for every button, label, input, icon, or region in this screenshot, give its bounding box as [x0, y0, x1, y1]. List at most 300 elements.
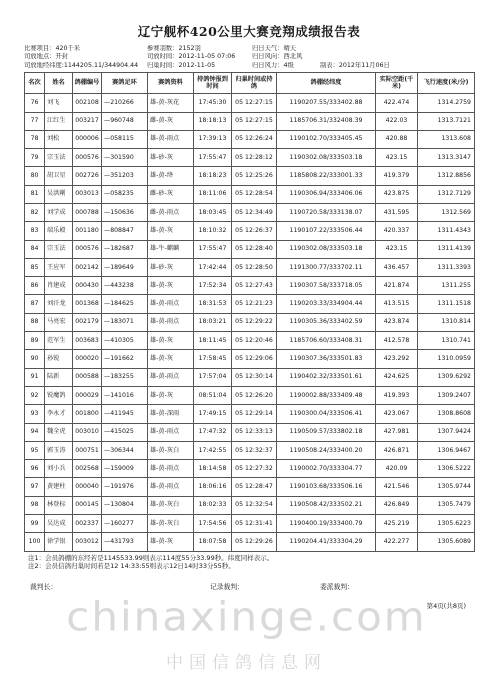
table-row — [25, 332, 475, 350]
cell-distance: 423.874 — [376, 313, 418, 331]
cell-speed: 1310.741 — [418, 332, 475, 350]
cell-loft-coords: 1190720.58/333138.07 — [277, 204, 376, 222]
cell-speed: 1306.5222 — [418, 460, 475, 478]
cell-loft-coords: 1190207.55/333402.88 — [277, 94, 376, 112]
header-return-time: 归巢时间或持鸽 — [232, 73, 277, 94]
cell-return-time: 05 12:29:06 — [232, 350, 277, 368]
page-number: 第4页(共8页) — [426, 601, 466, 610]
cell-rank: 98 — [25, 496, 45, 514]
cell-loft-id: 003010 — [73, 423, 102, 441]
cell-ring: —411945 — [102, 405, 148, 423]
cell-name: 刘汗龙 — [45, 295, 73, 313]
cell-loft-id: 002108 — [73, 94, 102, 112]
cell-pigeon-info: 雄-黄-雨点 — [148, 295, 194, 313]
cell-speed: 1311.1518 — [418, 295, 475, 313]
cell-loft-coords: 1190402.32/333501.61 — [277, 368, 376, 386]
table-row — [25, 515, 475, 533]
cell-return-time: 05 12:26:24 — [232, 130, 277, 148]
table-row — [25, 149, 475, 167]
cell-distance: 421.874 — [376, 277, 418, 295]
cell-rank: 93 — [25, 405, 45, 423]
cell-loft-id: 001180 — [73, 222, 102, 240]
cell-pigeon-info: 雄-黄-绛 — [148, 167, 194, 185]
cell-name: 陆新 — [45, 368, 73, 386]
cell-ring: —960748 — [102, 112, 148, 130]
meta-return-date: 归巢时间：2012-11-05 — [147, 61, 216, 69]
cell-ring: —184625 — [102, 295, 148, 313]
header-pigeon-info: 赛鸽资料 — [148, 73, 194, 94]
report-meta — [24, 45, 474, 70]
cell-clock-time: 17:57:04 — [194, 368, 232, 386]
table-row — [25, 167, 475, 185]
header-distance: 实际空距(千米) — [376, 73, 418, 94]
cell-return-time: 05 12:32:54 — [232, 496, 277, 514]
cell-clock-time: 17:58:45 — [194, 350, 232, 368]
meta-weather: 归日天气：晴天 — [252, 45, 297, 52]
cell-loft-id: 003217 — [73, 112, 102, 130]
cell-loft-id: 000145 — [73, 496, 102, 514]
meta-item: 比赛项目：420千米 — [24, 45, 81, 52]
table-row — [25, 423, 475, 441]
cell-distance: 423.292 — [376, 350, 418, 368]
cell-loft-id: 000751 — [73, 441, 102, 459]
table-row — [25, 222, 475, 240]
cell-loft-coords: 1190508.42/333502.21 — [277, 496, 376, 514]
cell-distance: 413.515 — [376, 295, 418, 313]
cell-name: 孙锐 — [45, 350, 73, 368]
header-rank: 名次 — [25, 73, 45, 94]
cell-loft-id: 002726 — [73, 167, 102, 185]
cell-clock-time: 18:18:13 — [194, 112, 232, 130]
cell-loft-coords: 1190307.58/333718.05 — [277, 277, 376, 295]
cell-clock-time: 18:06:16 — [194, 478, 232, 496]
cell-clock-time: 17:52:34 — [194, 277, 232, 295]
cell-ring: —160277 — [102, 515, 148, 533]
cell-loft-id: 000040 — [73, 478, 102, 496]
table-row — [25, 295, 475, 313]
cell-clock-time: 18:03:45 — [194, 204, 232, 222]
cell-speed: 1310.814 — [418, 313, 475, 331]
cell-speed: 1311.4139 — [418, 240, 475, 258]
cell-loft-coords: 1185808.22/333001.33 — [277, 167, 376, 185]
cell-ring: —410305 — [102, 332, 148, 350]
cell-name: 刘飞 — [45, 94, 73, 112]
cell-rank: 97 — [25, 478, 45, 496]
cell-clock-time: 17:42:44 — [194, 258, 232, 276]
cell-ring: —182687 — [102, 240, 148, 258]
cell-name: 林登标 — [45, 496, 73, 514]
cell-loft-id: 000788 — [73, 204, 102, 222]
table-row — [25, 130, 475, 148]
cell-clock-time: 17:49:15 — [194, 405, 232, 423]
cell-pigeon-info: 雄-黄-雨点 — [148, 423, 194, 441]
cell-return-time: 05 12:31:41 — [232, 515, 277, 533]
cell-clock-time: 17:55:47 — [194, 149, 232, 167]
cell-clock-time: 17:47:32 — [194, 423, 232, 441]
cell-ring: —191662 — [102, 350, 148, 368]
cell-speed: 1305.6223 — [418, 515, 475, 533]
cell-rank: 86 — [25, 277, 45, 295]
cell-speed: 1307.9424 — [418, 423, 475, 441]
cell-distance: 425.219 — [376, 515, 418, 533]
cell-return-time: 05 12:27:15 — [232, 112, 277, 130]
cell-rank: 81 — [25, 185, 45, 203]
cell-loft-id: 000576 — [73, 240, 102, 258]
cell-rank: 82 — [25, 204, 45, 222]
cell-pigeon-info: 雄-黄-灰白 — [148, 441, 194, 459]
cell-loft-coords: 1190204.41/333304.29 — [277, 533, 376, 551]
cell-ring: —189649 — [102, 258, 148, 276]
table-row — [25, 350, 475, 368]
cell-name: 胡卫星 — [45, 167, 73, 185]
cell-rank: 88 — [25, 313, 45, 331]
cell-ring: —415025 — [102, 423, 148, 441]
cell-speed: 1309.2407 — [418, 386, 475, 404]
cell-return-time: 05 12:28:50 — [232, 258, 277, 276]
cell-distance: 420.337 — [376, 222, 418, 240]
cell-speed: 1308.8608 — [418, 405, 475, 423]
table-row — [25, 533, 475, 551]
cell-loft-coords: 1190102.70/333405.45 — [277, 130, 376, 148]
committee-label: 委派裁判： — [320, 582, 354, 591]
cell-pigeon-info: 雄-黄-雨点 — [148, 478, 194, 496]
cell-distance: 422.03 — [376, 112, 418, 130]
cell-ring: —808847 — [102, 222, 148, 240]
cell-loft-id: 001368 — [73, 295, 102, 313]
header-name: 姓名 — [45, 73, 73, 94]
cell-ring: —058235 — [102, 185, 148, 203]
cell-distance: 423.067 — [376, 405, 418, 423]
cell-loft-coords: 1191300.77/333702.11 — [277, 258, 376, 276]
cell-loft-coords: 1190103.68/333506.16 — [277, 478, 376, 496]
cell-pigeon-info: 雄-黄-灰白 — [148, 496, 194, 514]
meta-made: 制表：2012年11月06日 — [320, 61, 390, 69]
cell-return-time: 05 12:20:46 — [232, 332, 277, 350]
cell-pigeon-info: 雄-黄-灰花 — [148, 94, 194, 112]
table-row — [25, 460, 475, 478]
table-row — [25, 258, 475, 276]
cell-rank: 94 — [25, 423, 45, 441]
cell-pigeon-info: 雄-黄-灰 — [148, 277, 194, 295]
cell-name: 刘松 — [45, 130, 73, 148]
cell-pigeon-info: 雄-黄-灰 — [148, 533, 194, 551]
cell-return-time: 05 12:28:12 — [232, 149, 277, 167]
meta-release-place: 司放地点：开封 — [24, 53, 69, 61]
cell-distance: 436.457 — [376, 258, 418, 276]
header-ring: 赛鸽足环 — [102, 73, 148, 94]
cell-name: 吴达成 — [45, 515, 73, 533]
cell-loft-id: 002179 — [73, 313, 102, 331]
cell-speed: 1312.8856 — [418, 167, 475, 185]
cell-speed: 1313.608 — [418, 130, 475, 148]
cell-name: 徐学银 — [45, 533, 73, 551]
cell-loft-id: 000006 — [73, 130, 102, 148]
cell-clock-time: 18:02:33 — [194, 496, 232, 514]
cell-name: 李永才 — [45, 405, 73, 423]
meta-row-3 — [24, 62, 474, 70]
cell-return-time: 05 12:28:54 — [232, 185, 277, 203]
cell-return-time: 05 12:26:20 — [232, 386, 277, 404]
cell-distance: 422.474 — [376, 94, 418, 112]
cell-ring: —443238 — [102, 277, 148, 295]
cell-name: 王应军 — [45, 258, 73, 276]
table-row — [25, 240, 475, 258]
report-sheet — [24, 22, 474, 610]
cell-loft-id: 001800 — [73, 405, 102, 423]
cell-return-time: 05 12:32:37 — [232, 441, 277, 459]
cell-return-time: 05 12:25:26 — [232, 167, 277, 185]
cell-speed: 1311.255 — [418, 277, 475, 295]
cell-clock-time: 17:42:55 — [194, 441, 232, 459]
cell-pigeon-info: 雄-黄-灰 — [148, 222, 194, 240]
note-2: 注2：会员信鸽归巢时间若是12 14:33:55则表示12日14时33分55秒。 — [28, 562, 235, 571]
cell-clock-time: 18:07:58 — [194, 533, 232, 551]
cell-loft-coords: 1185706.31/332408.39 — [277, 112, 376, 130]
cell-pigeon-info: 雄-牛-麒麟 — [148, 240, 194, 258]
cell-pigeon-info: 雌-砂-灰 — [148, 185, 194, 203]
cell-pigeon-info: 雄-黄-雨点 — [148, 130, 194, 148]
cell-clock-time: 08:51:04 — [194, 386, 232, 404]
recorder-label: 记录裁判： — [210, 582, 244, 591]
table-row — [25, 405, 475, 423]
cell-loft-id: 002568 — [73, 460, 102, 478]
cell-clock-time: 18:11:06 — [194, 185, 232, 203]
cell-loft-coords: 1190302.08/333503.18 — [277, 149, 376, 167]
table-row — [25, 441, 475, 459]
cell-loft-coords: 1190203.33/334904.44 — [277, 295, 376, 313]
cell-rank: 83 — [25, 222, 45, 240]
cell-ring: —431793 — [102, 533, 148, 551]
table-row — [25, 204, 475, 222]
cell-return-time: 05 12:29:26 — [232, 533, 277, 551]
cell-loft-id: 000029 — [73, 386, 102, 404]
cell-pigeon-info: 雌-黄-灰 — [148, 112, 194, 130]
results-table — [24, 72, 475, 551]
cell-ring: —159009 — [102, 460, 148, 478]
cell-ring: —058115 — [102, 130, 148, 148]
table-row — [25, 112, 475, 130]
cell-rank: 77 — [25, 112, 45, 130]
cell-name: 魏全虎 — [45, 423, 73, 441]
cell-name: 肖建成 — [45, 277, 73, 295]
cell-rank: 84 — [25, 240, 45, 258]
meta-row-2 — [24, 53, 474, 61]
cell-loft-id: 003013 — [73, 185, 102, 203]
meta-row-1 — [24, 45, 474, 53]
table-row — [25, 496, 475, 514]
cell-distance: 423.15 — [376, 240, 418, 258]
cell-return-time: 05 12:30:14 — [232, 368, 277, 386]
cell-speed: 1314.2759 — [418, 94, 475, 112]
cell-speed: 1305.7479 — [418, 496, 475, 514]
cell-rank: 87 — [25, 295, 45, 313]
cell-return-time: 05 12:27:15 — [232, 94, 277, 112]
cell-distance: 423.875 — [376, 185, 418, 203]
cell-ring: —210266 — [102, 94, 148, 112]
cell-loft-id: 000430 — [73, 277, 102, 295]
watermark-site-name: 中国信鸽信息网 — [166, 653, 327, 673]
cell-ring: —183255 — [102, 368, 148, 386]
cell-rank: 92 — [25, 386, 45, 404]
cell-return-time: 05 12:21:23 — [232, 295, 277, 313]
cell-ring: —130804 — [102, 496, 148, 514]
cell-ring: —301590 — [102, 149, 148, 167]
cell-loft-id: 002337 — [73, 515, 102, 533]
cell-speed: 1311.4343 — [418, 222, 475, 240]
cell-loft-coords: 1190306.94/333406.06 — [277, 185, 376, 203]
cell-loft-coords: 1190508.24/333400.20 — [277, 441, 376, 459]
cell-rank: 79 — [25, 149, 45, 167]
cell-distance: 421.546 — [376, 478, 418, 496]
cell-ring: —351203 — [102, 167, 148, 185]
cell-clock-time: 18:31:53 — [194, 295, 232, 313]
cell-rank: 95 — [25, 441, 45, 459]
cell-loft-id: 002142 — [73, 258, 102, 276]
cell-speed: 1313.3147 — [418, 149, 475, 167]
cell-clock-time: 17:45:30 — [194, 94, 232, 112]
cell-loft-coords: 1190307.36/333501.83 — [277, 350, 376, 368]
cell-loft-coords: 1190002.88/333409.48 — [277, 386, 376, 404]
cell-ring: —183071 — [102, 313, 148, 331]
cell-distance: 420.09 — [376, 460, 418, 478]
cell-name: 马亮宏 — [45, 313, 73, 331]
cell-pigeon-info: 雄-砂-灰 — [148, 258, 194, 276]
cell-ring: —141016 — [102, 386, 148, 404]
table-row — [25, 386, 475, 404]
meta-coords: 司放地经纬度:1144205.11/344904.44 — [24, 61, 139, 69]
cell-distance: 420.88 — [376, 130, 418, 148]
cell-pigeon-info: 雄-黄-灰 — [148, 386, 194, 404]
cell-ring: —191976 — [102, 478, 148, 496]
cell-loft-coords: 1185706.60/333408.31 — [277, 332, 376, 350]
cell-name: 吴洪剛 — [45, 185, 73, 203]
cell-speed: 1310.0959 — [418, 350, 475, 368]
cell-rank: 78 — [25, 130, 45, 148]
cell-rank: 100 — [25, 533, 45, 551]
cell-ring: —150636 — [102, 204, 148, 222]
cell-name: 宗玉法 — [45, 240, 73, 258]
cell-loft-coords: 1190305.36/333402.59 — [277, 313, 376, 331]
cell-distance: 423.15 — [376, 149, 418, 167]
meta-count: 参赛羽数：2152羽 — [147, 45, 201, 52]
referee-label: 裁判长： — [30, 582, 58, 591]
cell-name: 刘小兵 — [45, 460, 73, 478]
cell-loft-id: 003012 — [73, 533, 102, 551]
cell-return-time: 05 12:27:43 — [232, 277, 277, 295]
cell-distance: 426.849 — [376, 496, 418, 514]
cell-clock-time: 17:54:56 — [194, 515, 232, 533]
cell-speed: 1305.9744 — [418, 478, 475, 496]
cell-distance: 431.595 — [376, 204, 418, 222]
table-row — [25, 277, 475, 295]
cell-speed: 1309.6292 — [418, 368, 475, 386]
cell-distance: 419.393 — [376, 386, 418, 404]
cell-pigeon-info: 雄-黄-雨点 — [148, 460, 194, 478]
cell-clock-time: 17:55:47 — [194, 240, 232, 258]
header-clock-time: 持鸽钟报到时间 — [194, 73, 232, 94]
cell-rank: 99 — [25, 515, 45, 533]
cell-pigeon-info: 雄-黄-雨点 — [148, 313, 194, 331]
cell-speed: 1311.3393 — [418, 258, 475, 276]
cell-speed: 1305.6089 — [418, 533, 475, 551]
cell-ring: —306344 — [102, 441, 148, 459]
cell-speed: 1312.7129 — [418, 185, 475, 203]
table-row — [25, 185, 475, 203]
cell-clock-time: 18:10:32 — [194, 222, 232, 240]
table-row — [25, 368, 475, 386]
cell-loft-coords: 1190509.57/333802.18 — [277, 423, 376, 441]
cell-distance: 412.578 — [376, 332, 418, 350]
header-loft-coords: 鸽棚经纬度 — [277, 73, 376, 94]
cell-name: 范军生 — [45, 332, 73, 350]
cell-loft-id: 003683 — [73, 332, 102, 350]
cell-name: 锐魔鸽 — [45, 386, 73, 404]
cell-loft-coords: 1190302.08/333503.18 — [277, 240, 376, 258]
cell-clock-time: 18:03:21 — [194, 313, 232, 331]
cell-rank: 90 — [25, 350, 45, 368]
cell-pigeon-info: 雌-黄-雨点 — [148, 204, 194, 222]
header-loft-id: 鸽棚编号 — [73, 73, 102, 94]
cell-pigeon-info: 雄-砂-灰 — [148, 149, 194, 167]
cell-return-time: 05 12:29:14 — [232, 405, 277, 423]
cell-speed: 1313.7121 — [418, 112, 475, 130]
cell-name: 江红生 — [45, 112, 73, 130]
meta-wind: 归日风向：西北风 — [252, 53, 303, 61]
cell-name: 宗玉法 — [45, 149, 73, 167]
cell-rank: 89 — [25, 332, 45, 350]
cell-rank: 76 — [25, 94, 45, 112]
cell-loft-id: 000588 — [73, 368, 102, 386]
cell-return-time: 05 12:28:47 — [232, 478, 277, 496]
header-speed: 飞行速度(米/分) — [418, 73, 475, 94]
cell-return-time: 05 12:33:13 — [232, 423, 277, 441]
cell-distance: 426.871 — [376, 441, 418, 459]
cell-clock-time: 17:39:13 — [194, 130, 232, 148]
cell-return-time: 05 12:26:37 — [232, 222, 277, 240]
cell-loft-coords: 1190400.19/333400.79 — [277, 515, 376, 533]
cell-pigeon-info: 雄-黄-灰 — [148, 332, 194, 350]
table-header-row — [25, 73, 475, 94]
signature-line — [24, 581, 474, 591]
cell-pigeon-info: 雄-黄-灰白 — [148, 515, 194, 533]
note-1: 注1：会员鸽棚的东经若是1145533.99则表示114度55分33.99秒。纬度同样表示。 — [28, 553, 274, 562]
cell-pigeon-info: 雄-黄-深雨 — [148, 405, 194, 423]
cell-loft-coords: 1190002.70/333304.77 — [277, 460, 376, 478]
cell-name: 刘学成 — [45, 204, 73, 222]
cell-loft-coords: 1190107.22/333506.44 — [277, 222, 376, 240]
report-title: 辽宁舰杯420公里大赛竞翔成绩报告表 — [137, 24, 361, 39]
cell-name: 郭玉涛 — [45, 441, 73, 459]
cell-name: 端乐殿 — [45, 222, 73, 240]
cell-pigeon-info: 雄-黄-雨点 — [148, 368, 194, 386]
cell-speed: 1306.9467 — [418, 441, 475, 459]
cell-return-time: 05 12:34:49 — [232, 204, 277, 222]
cell-distance: 419.379 — [376, 167, 418, 185]
cell-return-time: 05 12:27:32 — [232, 460, 277, 478]
meta-release-time: 司放时间：2012-11-05 07:06 — [147, 53, 236, 61]
cell-clock-time: 18:11:45 — [194, 332, 232, 350]
cell-rank: 85 — [25, 258, 45, 276]
cell-pigeon-info: 雄-黄-灰 — [148, 350, 194, 368]
cell-return-time: 05 12:28:40 — [232, 240, 277, 258]
table-row — [25, 94, 475, 112]
watermark-domain: chinaxinge.com — [66, 593, 427, 640]
cell-loft-coords: 1190300.04/333506.41 — [277, 405, 376, 423]
cell-rank: 80 — [25, 167, 45, 185]
table-row — [25, 478, 475, 496]
cell-clock-time: 18:14:58 — [194, 460, 232, 478]
cell-rank: 91 — [25, 368, 45, 386]
